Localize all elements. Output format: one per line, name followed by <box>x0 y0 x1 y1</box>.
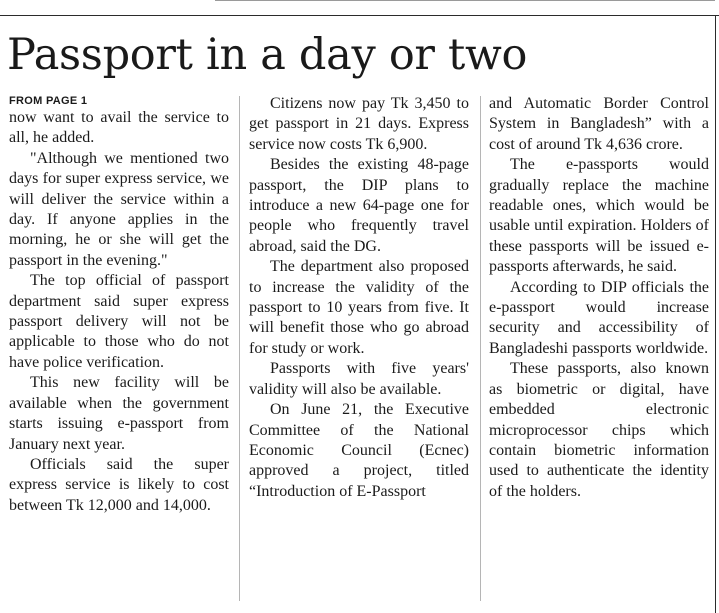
kicker-from-page: FROM PAGE 1 <box>9 95 88 107</box>
paragraph: and Automatic Border Control System in Bangladesh” with a cost of around Tk 4,636 crore. <box>489 95 709 153</box>
column-divider <box>239 96 240 601</box>
paragraph: This new facility will be available when the government starts issuing e-passport from January next year. <box>9 374 229 453</box>
paragraph: Besides the existing 48-page passport, the DIP plans to introduce a new 64-page one for people who frequently travel abroad, said the DG. <box>249 156 469 255</box>
header-rule <box>0 15 719 16</box>
paragraph: The top official of passport department said super express passport delivery will not be applicable to those who do not have police verification. <box>9 272 229 371</box>
paragraph: Officials said the super express service is likely to cost between Tk 12,000 and 14,000. <box>9 455 229 514</box>
paragraph: The e-passports would gradually replace the machine readable ones, which would be usable until expiration. Holders of these passports will be issued e-passports afterwards, he said. <box>489 156 709 276</box>
paragraph: These passports, also known as biometric or digital, have embedded electronic microprocessor chips which contain biometric information used to authenticate the identity of the holders. <box>489 360 709 500</box>
article-column-1 <box>9 94 229 516</box>
article-column-2 <box>249 94 469 502</box>
paragraph: now want to avail the service to all, he added. <box>9 109 229 147</box>
paragraph: On June 21, the Executive Committee of the National Economic Council (Ecnec) approved a project, titled “Introduction of E-Passport <box>249 401 469 500</box>
paragraph: "Although we mentioned two days for super express service, we will deliver the service within a day. If anyone applies in the morning, he or she will get the passport in the evening." <box>9 149 229 269</box>
paragraph: According to DIP officials the e-passport would increase security and accessibility of Bangladeshi passports worldwide. <box>489 278 709 357</box>
paragraph: The department also proposed to increase the validity of the passport to 10 years from five. It will benefit those who go abroad for study or work. <box>249 258 469 357</box>
top-rule <box>215 0 715 1</box>
paragraph: Passports with five years' validity will also be available. <box>249 360 469 398</box>
paragraph: Citizens now pay Tk 3,450 to get passport in 21 days. Express service now costs Tk 6,900. <box>249 95 469 153</box>
article-headline: Passport in a day or two <box>7 30 528 80</box>
right-frame-rule <box>715 15 716 613</box>
article-column-3 <box>489 94 709 502</box>
column-divider <box>480 96 481 601</box>
